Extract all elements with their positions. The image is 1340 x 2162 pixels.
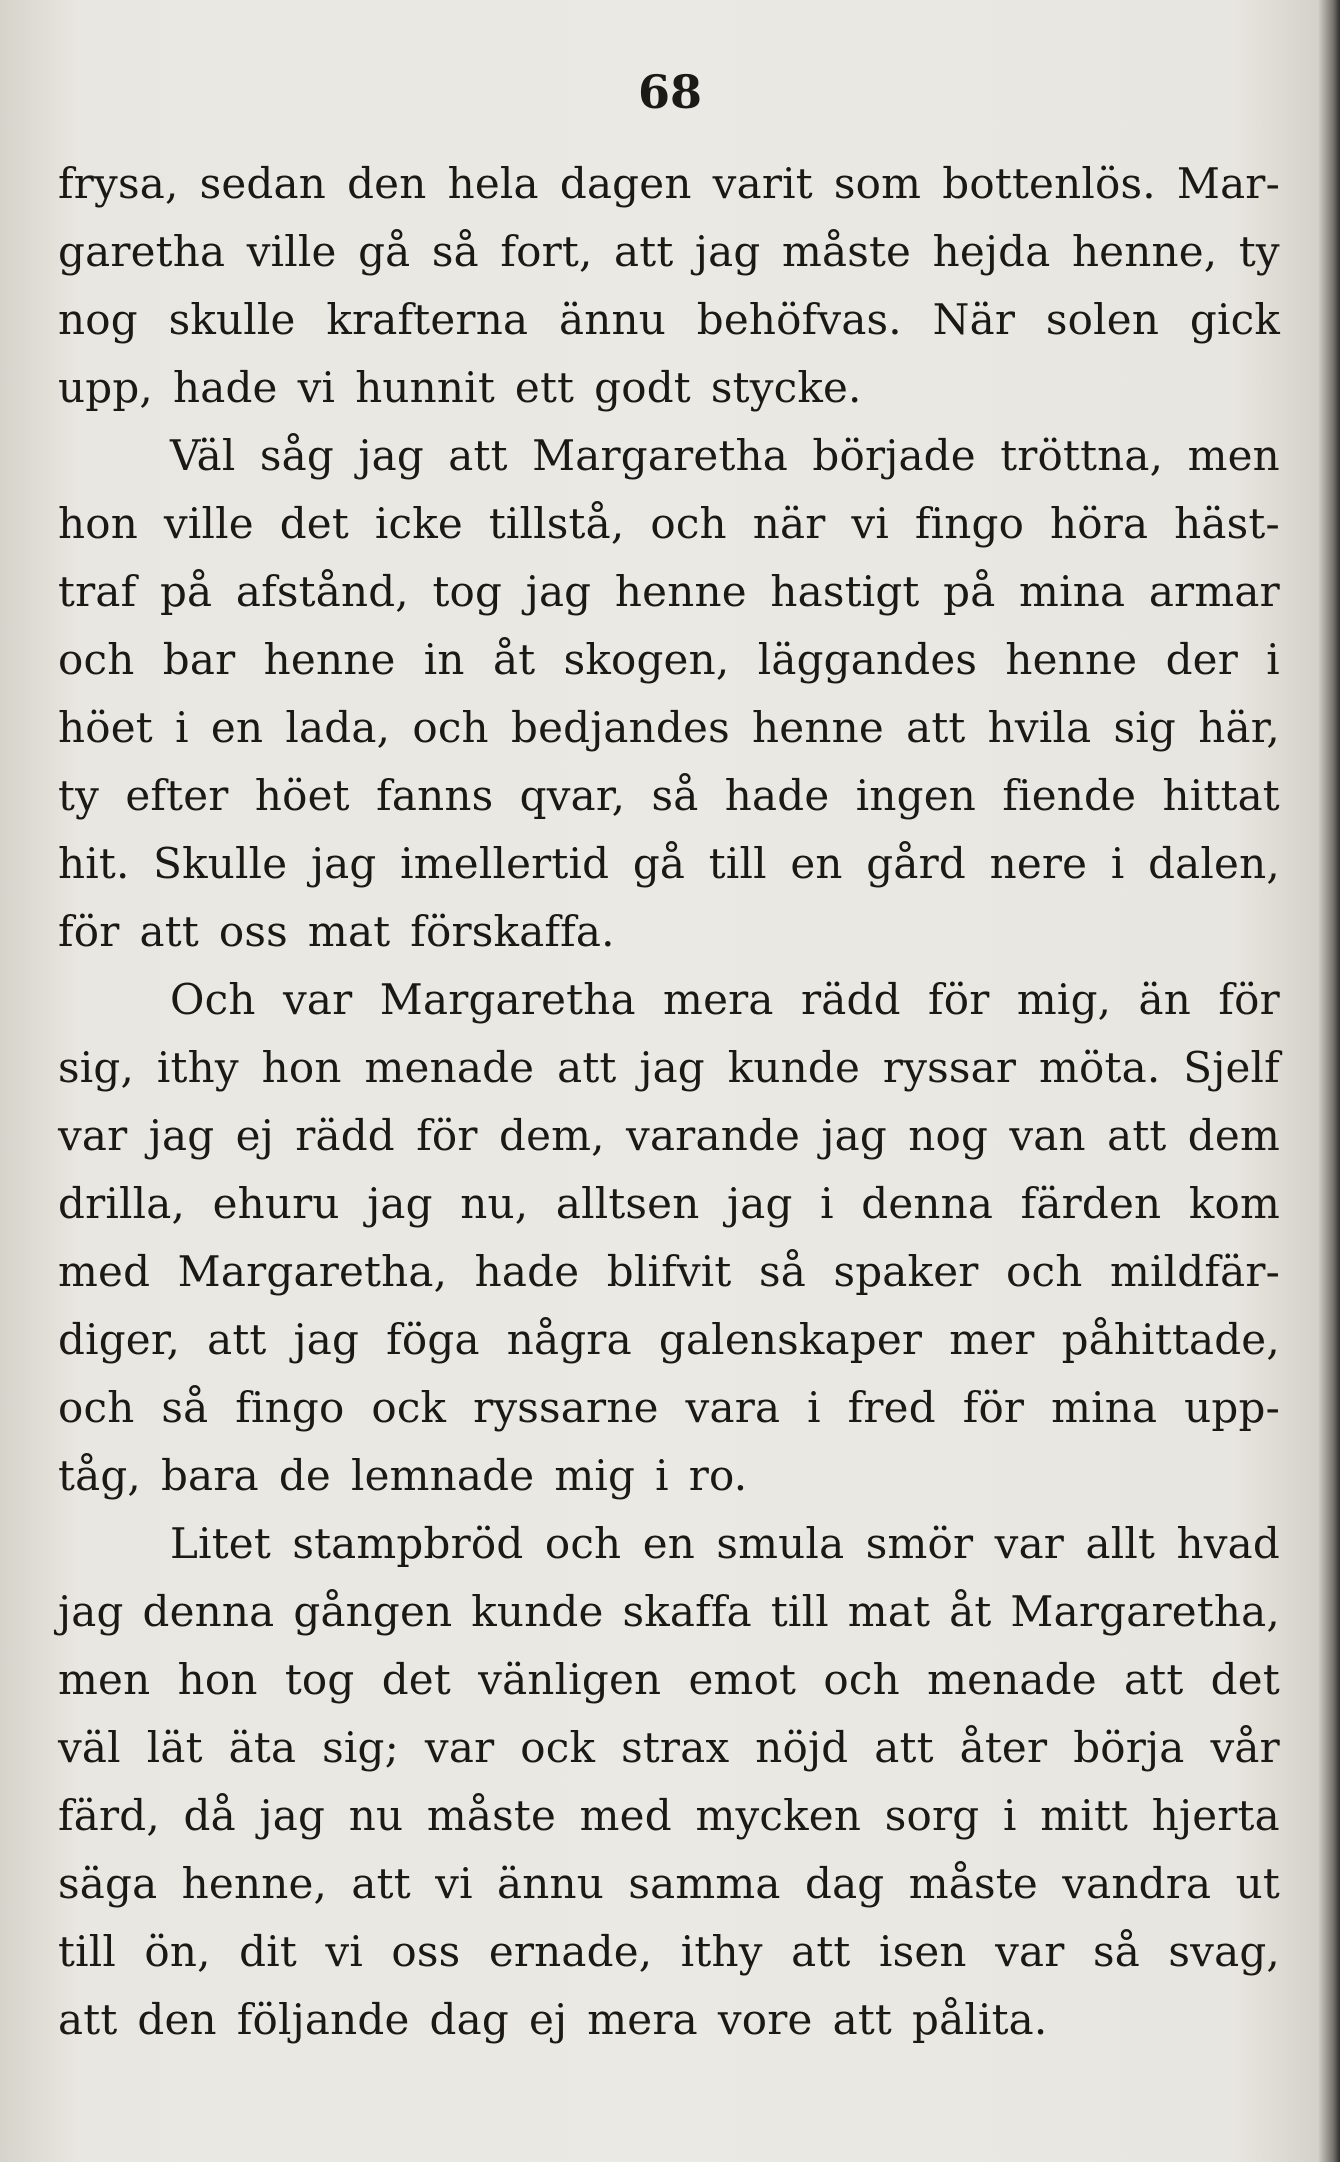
word: var: [58, 1111, 128, 1160]
word: färden: [1020, 1179, 1162, 1228]
word: så: [161, 1383, 209, 1432]
word: gå: [632, 839, 686, 888]
word: vi: [297, 363, 336, 412]
word: stycke.: [710, 363, 862, 412]
word: mat: [307, 907, 391, 956]
word: dit: [239, 1927, 297, 1976]
word: hejda: [932, 227, 1051, 276]
word: de: [278, 1451, 331, 1500]
word: som: [833, 159, 922, 208]
word: måste: [426, 1791, 557, 1840]
word: mera: [587, 1995, 698, 2044]
word: åt: [492, 635, 536, 684]
word: icke: [374, 499, 463, 548]
text-line: [58, 966, 1280, 1034]
word: hade: [474, 1247, 580, 1296]
word: sig: [1113, 703, 1177, 752]
word: häst-: [1174, 499, 1280, 548]
word: Mar-: [1176, 159, 1280, 208]
word: jag: [259, 1791, 326, 1840]
word: var: [282, 975, 353, 1024]
word: ro.: [688, 1451, 748, 1500]
word: ithy: [680, 1927, 763, 1976]
word: vänligen: [478, 1655, 662, 1704]
word: dag: [804, 1859, 885, 1908]
word: dem,: [499, 1111, 605, 1160]
word: skaffa: [622, 1587, 752, 1636]
word: väl: [58, 1723, 121, 1772]
word: Margaretha: [379, 975, 636, 1024]
word: och: [1006, 1247, 1083, 1296]
word: att: [448, 431, 508, 480]
text-line: [58, 1714, 1280, 1782]
word: nog: [58, 295, 138, 344]
word: i: [655, 1451, 669, 1500]
text-line: [58, 1238, 1280, 1306]
word: det: [381, 1655, 451, 1704]
word: att: [351, 1859, 411, 1908]
text-line: [58, 1782, 1280, 1850]
word: började: [812, 431, 976, 480]
word: hvad: [1176, 1519, 1280, 1568]
word: hvila: [987, 703, 1092, 752]
word: smula: [716, 1519, 845, 1568]
word: så: [758, 1247, 806, 1296]
word: men: [58, 1655, 151, 1704]
word: Margaretha,: [177, 1247, 448, 1296]
word: så: [431, 227, 479, 276]
word: kunde: [727, 1043, 861, 1092]
text-line: [58, 694, 1280, 762]
word: ithy: [156, 1043, 239, 1092]
word: att: [791, 1927, 851, 1976]
word: med: [58, 1247, 151, 1296]
word: lada,: [285, 703, 391, 752]
word: henne: [752, 703, 884, 752]
word: jag: [639, 1043, 705, 1092]
word: nog: [908, 1111, 989, 1160]
word: när: [752, 499, 826, 548]
text-line: [58, 1510, 1280, 1578]
text-line: [58, 1442, 1280, 1510]
word: än: [1138, 975, 1192, 1024]
word: att: [832, 1995, 892, 2044]
word: för: [928, 975, 990, 1024]
word: och: [650, 499, 727, 548]
word: påhittade,: [1061, 1315, 1280, 1364]
word: för: [1218, 975, 1280, 1024]
word: såg: [259, 431, 335, 480]
word: äta: [228, 1723, 297, 1772]
word: afstånd,: [235, 567, 409, 616]
word: lemnade: [350, 1451, 535, 1500]
word: en: [790, 839, 843, 888]
word: mera: [663, 975, 774, 1024]
word: för: [58, 907, 120, 956]
word: ty: [58, 771, 100, 820]
word: för: [416, 1111, 478, 1160]
word: gå: [358, 227, 411, 276]
word: i: [1110, 839, 1125, 888]
word: tåg,: [58, 1451, 141, 1500]
text-line: [58, 1102, 1280, 1170]
word: bedjandes: [510, 703, 730, 752]
word: på: [943, 567, 996, 616]
word: alltsen: [555, 1179, 700, 1228]
word: mycken: [695, 1791, 862, 1840]
word: tillstå,: [488, 499, 625, 548]
word: sorg: [884, 1791, 980, 1840]
word: jag: [310, 839, 377, 888]
word: imellertid: [400, 839, 610, 888]
word: dalen,: [1148, 839, 1280, 888]
word: vi: [325, 1927, 363, 1976]
word: föga: [386, 1315, 480, 1364]
word: tröttna,: [1000, 431, 1164, 480]
word: jag: [727, 1179, 793, 1228]
word: vi: [435, 1859, 473, 1908]
word: ock: [520, 1723, 596, 1772]
word: kunde: [471, 1587, 604, 1636]
word: börja: [1073, 1723, 1185, 1772]
word: qvar,: [519, 771, 626, 820]
word: jag: [293, 1315, 360, 1364]
word: att: [139, 907, 199, 956]
word: att: [557, 1043, 617, 1092]
word: ut: [1235, 1859, 1280, 1908]
word: krafterna: [326, 295, 529, 344]
word: hon: [261, 1043, 342, 1092]
word: ännu: [497, 1859, 605, 1908]
word: jag: [694, 227, 761, 276]
text-line: [58, 1986, 1280, 2054]
word: att: [906, 703, 966, 752]
text-line: [58, 1646, 1280, 1714]
word: ännu: [558, 295, 666, 344]
word: ryssar: [882, 1043, 1017, 1092]
word: men: [1187, 431, 1280, 480]
word: solen: [1045, 295, 1160, 344]
word: hunnit: [355, 363, 495, 412]
word: allt: [1085, 1519, 1156, 1568]
word: i: [1266, 635, 1280, 684]
word: i: [807, 1383, 821, 1432]
word: nu: [348, 1791, 404, 1840]
word: dagen: [559, 159, 692, 208]
word: sig;: [322, 1723, 399, 1772]
word: nere: [989, 839, 1088, 888]
word: förskaffa.: [410, 907, 615, 956]
text-line: [58, 218, 1280, 286]
word: jag: [821, 1111, 887, 1160]
word: höet: [254, 771, 350, 820]
word: måste: [781, 227, 912, 276]
word: henne,: [1071, 227, 1218, 276]
word: att: [1107, 1111, 1167, 1160]
word: ön,: [144, 1927, 211, 1976]
word: efter: [125, 771, 229, 820]
word: fort,: [500, 227, 593, 276]
word: blifvit: [606, 1247, 732, 1296]
word: upp,: [58, 363, 153, 412]
word: jag: [358, 431, 424, 480]
word: då: [183, 1791, 236, 1840]
word: Och: [170, 975, 256, 1024]
word: lät: [146, 1723, 203, 1772]
word: gick: [1189, 295, 1280, 344]
word: sedan: [199, 159, 326, 208]
word: och: [544, 1519, 622, 1568]
word: Skulle: [153, 839, 288, 888]
text-line: [58, 422, 1280, 490]
word: stampbröd: [292, 1519, 524, 1568]
word: höra: [1049, 499, 1149, 548]
word: det: [1210, 1655, 1280, 1704]
word: hastigt: [770, 567, 920, 616]
word: galenskaper: [658, 1315, 923, 1364]
word: det: [279, 499, 349, 548]
word: vandra: [1062, 1859, 1212, 1908]
word: mitt: [1040, 1791, 1129, 1840]
word: att: [1124, 1655, 1184, 1704]
word: spaker: [833, 1247, 979, 1296]
word: åt: [949, 1587, 992, 1636]
word: skulle: [168, 295, 296, 344]
word: på: [159, 567, 213, 616]
word: Margaretha,: [1010, 1587, 1280, 1636]
word: fiende: [1002, 771, 1137, 820]
word: i: [175, 703, 189, 752]
word: henne: [614, 567, 747, 616]
text-line: [58, 1306, 1280, 1374]
word: ryssarne: [473, 1383, 659, 1432]
word: höet: [58, 703, 153, 752]
word: varande: [626, 1111, 801, 1160]
word: hon: [177, 1655, 258, 1704]
word: henne,: [181, 1859, 328, 1908]
word: menade: [364, 1043, 535, 1092]
word: mildfär-: [1109, 1247, 1280, 1296]
word: mig: [554, 1451, 636, 1500]
word: till: [58, 1927, 116, 1976]
text-line: [58, 1850, 1280, 1918]
text-line: [58, 150, 1280, 218]
word: vore: [717, 1995, 813, 2044]
word: godt: [594, 363, 691, 412]
word: fingo: [235, 1383, 345, 1432]
word: fred: [847, 1383, 936, 1432]
word: var: [994, 1519, 1065, 1568]
word: fanns: [376, 771, 494, 820]
word: den: [137, 1995, 217, 2044]
word: några: [506, 1315, 632, 1364]
word: vara: [685, 1383, 781, 1432]
word: vår: [1210, 1723, 1280, 1772]
word: till: [770, 1587, 829, 1636]
word: så: [1092, 1927, 1140, 1976]
word: mina: [1051, 1383, 1158, 1432]
word: så: [651, 771, 699, 820]
word: bara: [160, 1451, 259, 1500]
word: hon: [58, 499, 138, 548]
word: åter: [959, 1723, 1048, 1772]
word: jag: [367, 1179, 433, 1228]
word: jag: [148, 1111, 215, 1160]
word: henne: [263, 635, 396, 684]
word: att: [614, 227, 674, 276]
word: hittat: [1162, 771, 1280, 820]
text-line: [58, 1374, 1280, 1442]
word: att: [207, 1315, 267, 1364]
word: smör: [865, 1519, 974, 1568]
text-line: [58, 1918, 1280, 1986]
word: vi: [851, 499, 889, 548]
word: och: [823, 1655, 900, 1704]
word: armar: [1148, 567, 1280, 616]
word: mat: [847, 1587, 931, 1636]
word: följande: [236, 1995, 410, 2044]
word: här,: [1198, 703, 1280, 752]
body-text: [58, 150, 1280, 2054]
word: gången: [293, 1587, 453, 1636]
word: hit.: [58, 839, 130, 888]
word: ernade,: [488, 1927, 653, 1976]
word: oss: [218, 907, 288, 956]
word: att: [58, 1995, 118, 2044]
word: hela: [447, 159, 539, 208]
word: henne: [1005, 635, 1138, 684]
text-line: [58, 762, 1280, 830]
word: mina: [1019, 567, 1126, 616]
word: ingen: [855, 771, 977, 820]
word: rädd: [295, 1111, 395, 1160]
word: var: [995, 1927, 1065, 1976]
word: der: [1165, 635, 1238, 684]
word: pålita.: [912, 1995, 1048, 2044]
word: ett: [514, 363, 575, 412]
word: ville: [163, 499, 254, 548]
text-line: [58, 830, 1280, 898]
word: ehuru: [212, 1179, 340, 1228]
word: med: [579, 1791, 672, 1840]
word: dem: [1187, 1111, 1280, 1160]
word: den: [347, 159, 427, 208]
word: hade: [724, 771, 830, 820]
word: Margaretha: [532, 431, 789, 480]
word: drilla,: [58, 1179, 186, 1228]
word: varit: [712, 159, 813, 208]
word: säga: [58, 1859, 158, 1908]
word: denna: [142, 1587, 275, 1636]
word: behöfvas.: [696, 295, 902, 344]
word: dag: [429, 1995, 509, 2044]
text-line: [58, 286, 1280, 354]
word: för: [962, 1383, 1025, 1432]
word: ock: [371, 1383, 447, 1432]
word: ville: [246, 227, 337, 276]
word: bar: [162, 635, 236, 684]
word: en: [642, 1519, 696, 1568]
word: läggandes: [757, 635, 978, 684]
word: bottenlös.: [942, 159, 1156, 208]
page-edge-shadow: [1318, 0, 1340, 2162]
word: måste: [908, 1859, 1038, 1908]
word: nu,: [460, 1179, 529, 1228]
word: jag: [525, 567, 592, 616]
word: en: [210, 703, 264, 752]
word: jag: [58, 1587, 124, 1636]
text-line: [58, 898, 1280, 966]
text-line: [58, 490, 1280, 558]
word: Sjelf: [1183, 1043, 1280, 1092]
word: i: [1003, 1791, 1017, 1840]
word: strax: [621, 1723, 730, 1772]
word: traf: [58, 567, 137, 616]
word: skogen,: [563, 635, 730, 684]
text-line: [58, 1578, 1280, 1646]
word: till: [708, 839, 767, 888]
word: och: [58, 1383, 135, 1432]
word: att: [874, 1723, 934, 1772]
word: tog: [284, 1655, 355, 1704]
text-line: [58, 354, 1280, 422]
word: mig,: [1016, 975, 1112, 1024]
word: ty: [1238, 227, 1280, 276]
text-line: [58, 558, 1280, 626]
word: samma: [628, 1859, 781, 1908]
word: denna: [861, 1179, 994, 1228]
word: rädd: [801, 975, 901, 1024]
word: upp-: [1184, 1383, 1280, 1432]
word: och: [412, 703, 489, 752]
word: van: [1009, 1111, 1086, 1160]
word: diger,: [58, 1315, 181, 1364]
word: Litet: [170, 1519, 271, 1568]
word: nöjd: [755, 1723, 849, 1772]
word: färd,: [58, 1791, 160, 1840]
word: fingo: [914, 499, 1025, 548]
word: svag,: [1168, 1927, 1280, 1976]
text-line: [58, 1034, 1280, 1102]
word: emot: [688, 1655, 797, 1704]
word: in: [423, 635, 465, 684]
text-line: [58, 626, 1280, 694]
word: När: [932, 295, 1016, 344]
word: ej: [235, 1111, 274, 1160]
word: menade: [927, 1655, 1097, 1704]
word: oss: [391, 1927, 461, 1976]
word: hade: [172, 363, 278, 412]
word: Väl: [170, 431, 236, 480]
word: isen: [878, 1927, 967, 1976]
word: tog: [432, 567, 503, 616]
word: och: [58, 635, 135, 684]
word: garetha: [58, 227, 226, 276]
word: gård: [866, 839, 966, 888]
word: möta.: [1039, 1043, 1161, 1092]
text-line: [58, 1170, 1280, 1238]
word: hjerta: [1151, 1791, 1280, 1840]
word: kom: [1188, 1179, 1280, 1228]
page-number: 68: [637, 65, 702, 119]
word: i: [820, 1179, 834, 1228]
word: sig,: [58, 1043, 135, 1092]
word: ej: [528, 1995, 568, 2044]
word: frysa,: [58, 159, 179, 208]
word: var: [424, 1723, 495, 1772]
word: mer: [949, 1315, 1035, 1364]
